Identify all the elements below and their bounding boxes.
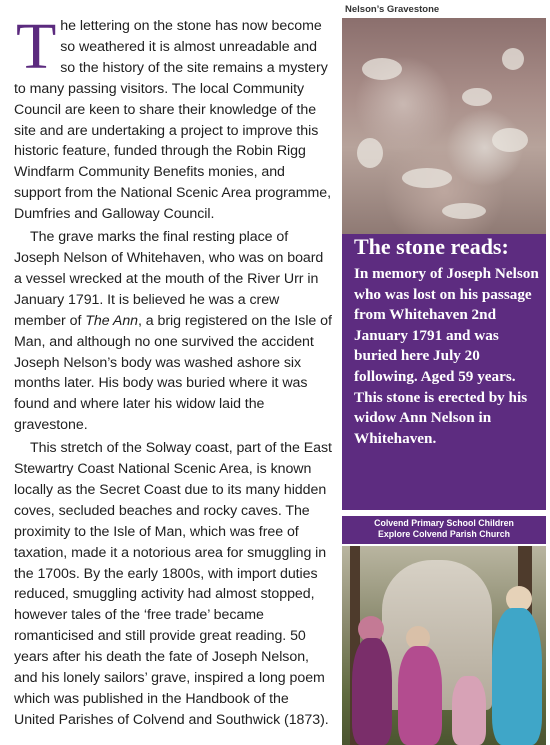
ship-name: The Ann	[85, 312, 139, 329]
child	[352, 638, 392, 745]
lichen-patch	[462, 88, 492, 106]
child	[452, 676, 486, 745]
children-photo	[342, 546, 546, 745]
drop-cap: T	[16, 10, 57, 83]
lichen-patch	[442, 203, 486, 219]
child	[492, 608, 542, 745]
sidebar	[342, 0, 548, 745]
article-paragraph-2	[14, 227, 332, 436]
gravestone-photo	[342, 18, 546, 234]
inscription-title: The stone reads:	[354, 234, 509, 259]
inscription-text: In memory of Joseph Nelson who was lost on his passage from Whitehaven 2nd January 1791 and was buried here July 20 following. Aged 59 years. This stone is erected by his widow Ann Nelson in Whitehaven.	[354, 265, 539, 447]
children-caption-line-2: Explore Colvend Parish Church	[378, 529, 510, 539]
paragraph-1-text: he lettering on the stone has now become so weathered it is almost unreadable and so the history of the site remains a mystery to many passing visitors. The local Community Council are keen to share their knowledge of the site and are undertaking a project to improve this historic feature, funded through the Robin Rigg Windfarm Community Benefits monies, and support from the National Scenic Area programme, Dumfries and Galloway Council.	[14, 18, 331, 223]
lichen-patch	[357, 138, 383, 168]
article-column	[14, 10, 332, 733]
children-caption	[342, 516, 546, 544]
children-caption-line-1: Colvend Primary School Children	[374, 518, 514, 528]
gravestone-caption: Nelson’s Gravestone	[345, 4, 440, 15]
article-paragraph-3: This stretch of the Solway coast, part of the East Stewartry Coast National Scenic Area, is known locally as the Secret Coast due to its many hidden coves, secluded beaches and rocky caves. The proximity to the Isle of Man, which was free of taxation, made it a notorious area for smuggling in the 1700s. By the early 1800s, with import duties reduced, smuggling activity had almost stopped, however tales of the ‘free trade’ became romanticised and still provide great reading. 50 years after his death the fate of Joseph Nelson, and his lonely sailors’ grave, inspired a long poem which was published in the Handbook of the United Parishes of Colvend and Southwick (1873).	[14, 440, 332, 728]
lichen-patch	[492, 128, 528, 152]
paragraph-2-text-b: , a brig registered on the Isle of Man, and although no one survived the accident Joseph Nelson’s body was washed ashore six months later. His body was buried where it was found and where later his widow laid the gravestone.	[14, 312, 332, 434]
lichen-patch	[402, 168, 452, 188]
lichen-patch	[362, 58, 402, 80]
child	[398, 646, 442, 745]
article-paragraph-1	[14, 10, 332, 225]
lichen-patch	[502, 48, 524, 70]
paragraph-2-text-a: The grave marks the final resting place of Joseph Nelson of Whitehaven, who was on board a vessel wrecked at the mouth of the River Urr in January 1791. It is believed he was a crew member of	[14, 229, 324, 329]
inscription-box	[342, 234, 546, 510]
